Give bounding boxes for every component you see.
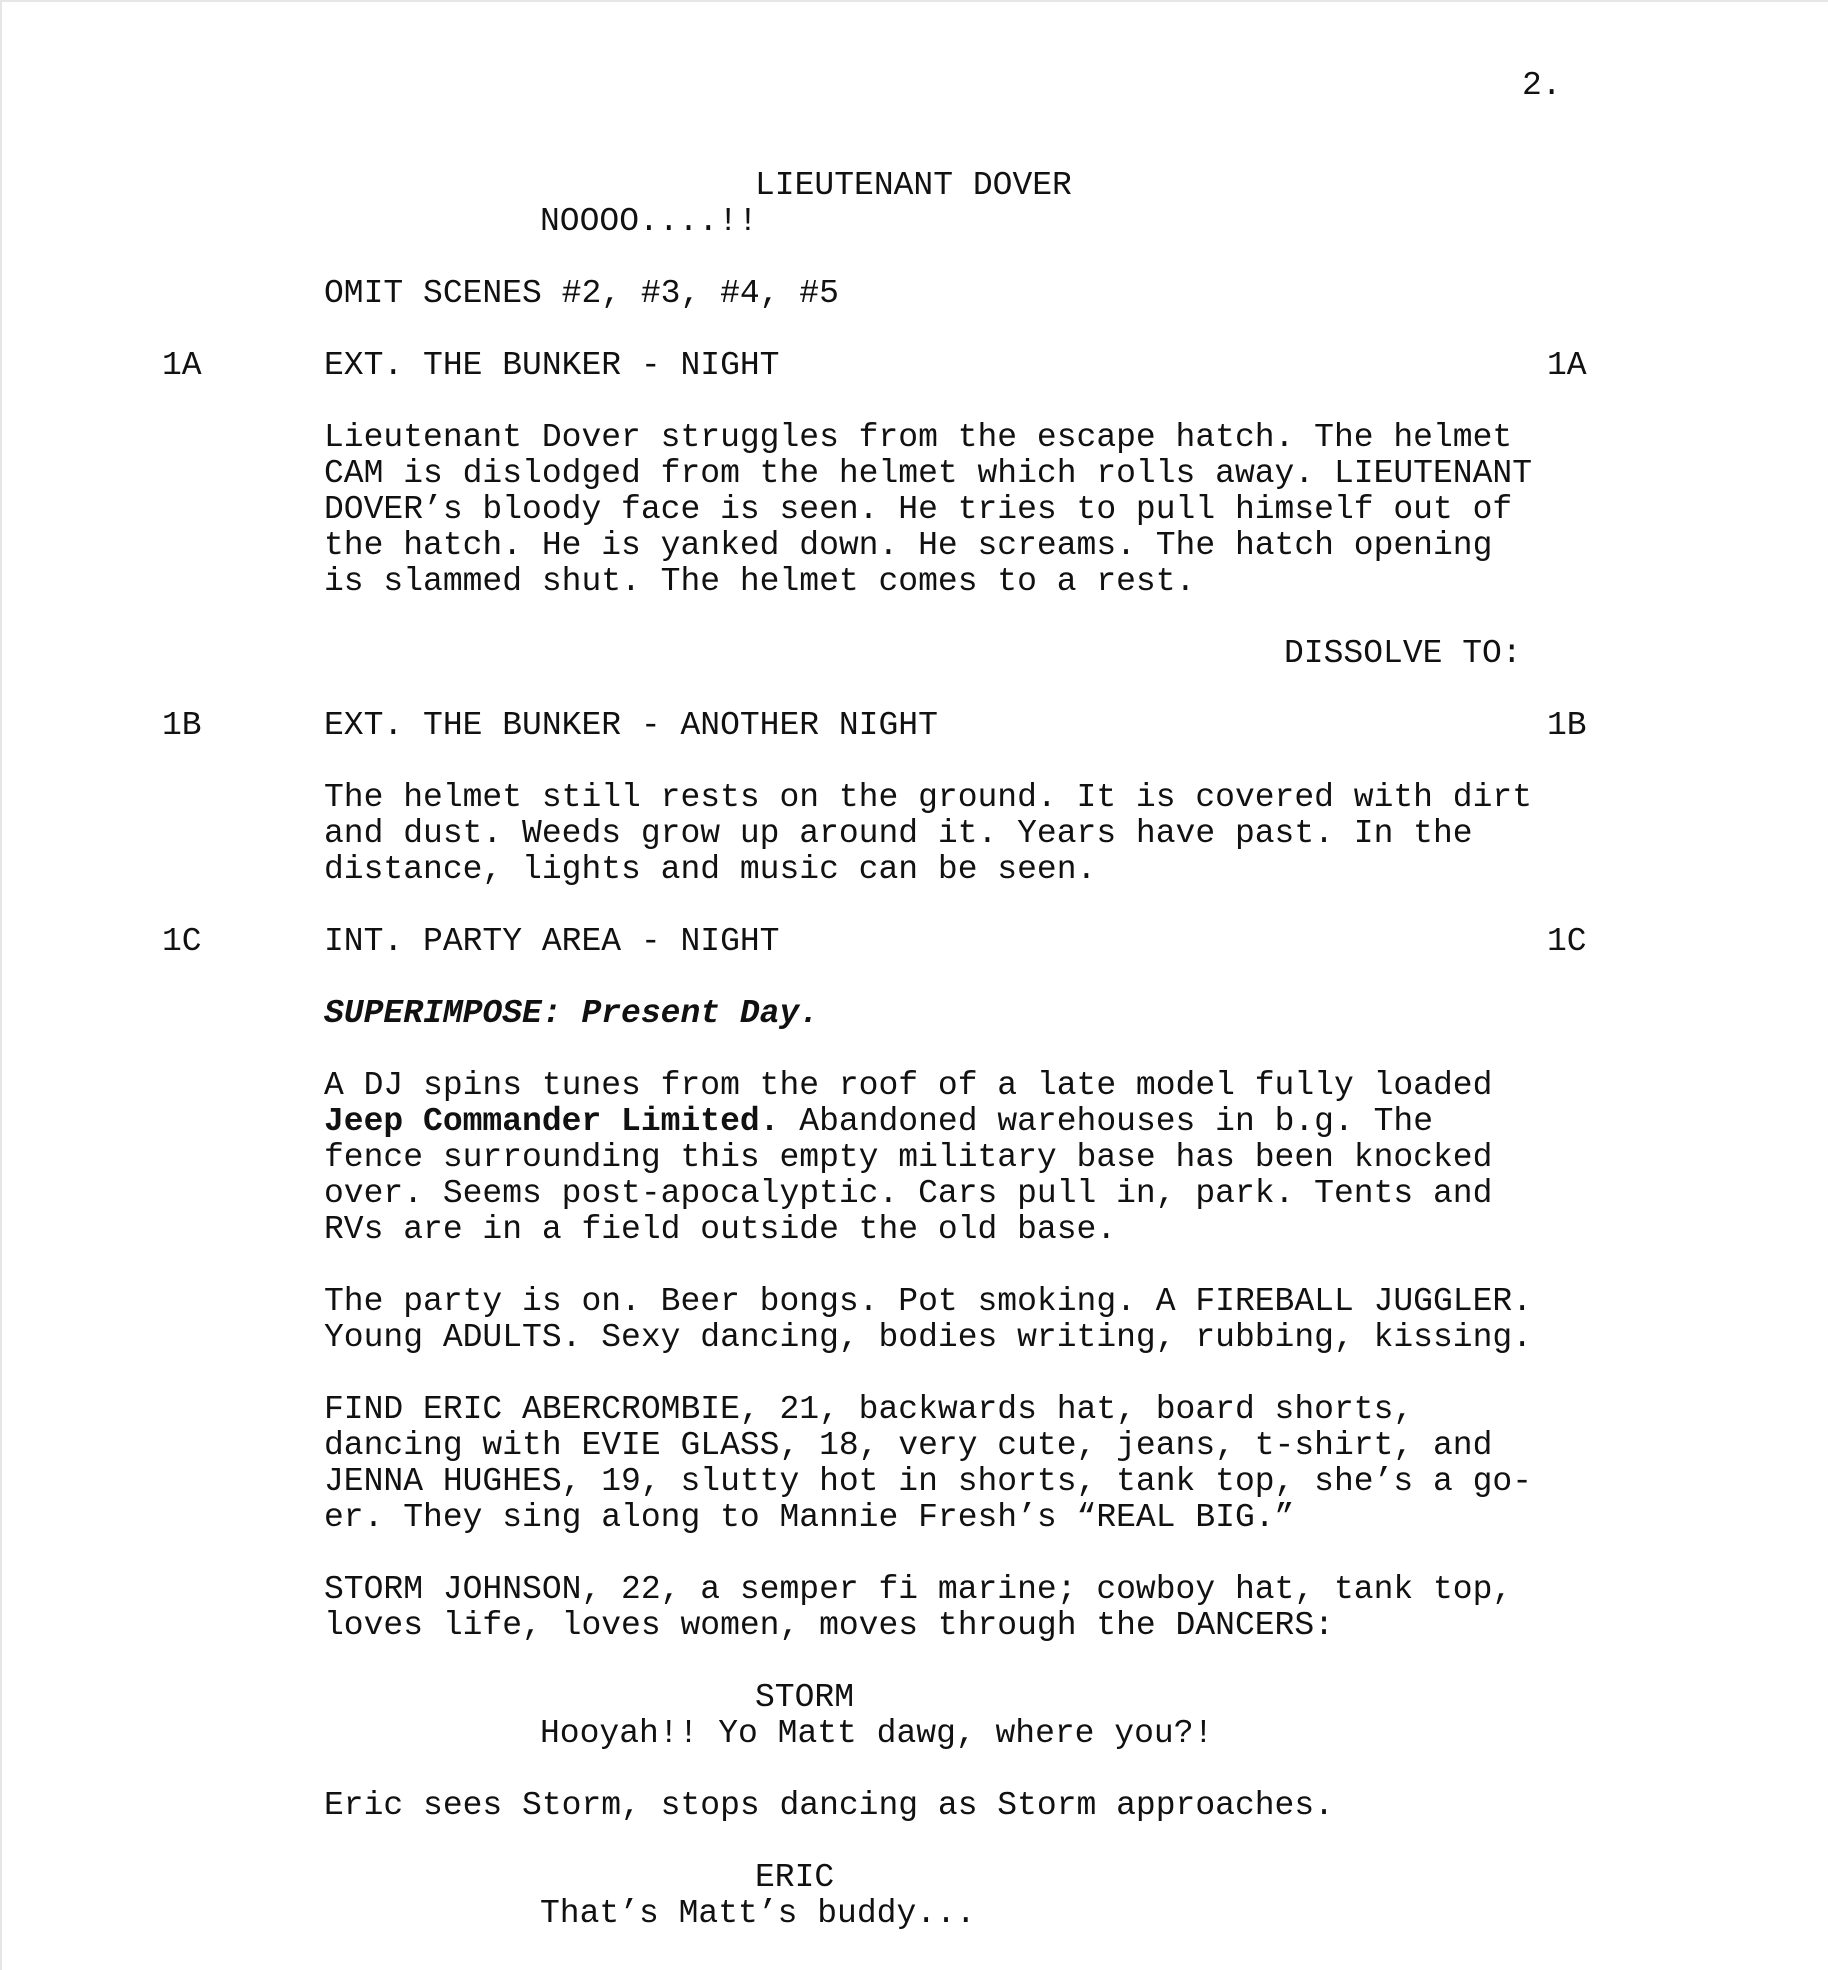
action-line: The party is on. Beer bongs. Pot smoking. A FIREBALL JUGGLER.: [324, 1283, 1532, 1320]
action-line: A DJ spins tunes from the roof of a late model fully loaded: [324, 1067, 1493, 1104]
character-name: STORM: [755, 1679, 855, 1716]
scene-number-left: 1A: [162, 347, 202, 384]
action-line: FIND ERIC ABERCROMBIE, 21, backwards hat, board shorts,: [324, 1391, 1414, 1428]
action-line: loves life, loves women, moves through the DANCERS:: [324, 1607, 1334, 1644]
action-line: DOVER’s bloody face is seen. He tries to pull himself out of: [324, 491, 1513, 528]
action-line: er. They sing along to Mannie Fresh’s “REAL BIG.”: [324, 1499, 1295, 1536]
scene-heading: EXT. THE BUNKER - NIGHT: [324, 347, 780, 384]
scene-heading: INT. PARTY AREA - NIGHT: [324, 923, 780, 960]
action-line: RVs are in a field outside the old base.: [324, 1211, 1117, 1248]
page-number: 2.: [1522, 67, 1562, 104]
action-line: Young ADULTS. Sexy dancing, bodies writing, rubbing, kissing.: [324, 1319, 1532, 1356]
transition: DISSOLVE TO:: [1284, 635, 1522, 672]
dialogue: That’s Matt’s buddy...: [540, 1895, 976, 1932]
action-line: the hatch. He is yanked down. He screams. The hatch opening: [324, 527, 1493, 564]
character-name: ERIC: [755, 1859, 835, 1896]
action-line: STORM JOHNSON, 22, a semper fi marine; cowboy hat, tank top,: [324, 1571, 1513, 1608]
scene-number-left: 1C: [162, 923, 202, 960]
omit-note: OMIT SCENES #2, #3, #4, #5: [324, 275, 839, 312]
action-line: CAM is dislodged from the helmet which rolls away. LIEUTENANT: [324, 455, 1532, 492]
superimpose-text: SUPERIMPOSE: Present Day.: [324, 995, 820, 1032]
action-line: dancing with EVIE GLASS, 18, very cute, jeans, t-shirt, and: [324, 1427, 1493, 1464]
action-line: distance, lights and music can be seen.: [324, 851, 1097, 888]
action-line: The helmet still rests on the ground. It is covered with dirt: [324, 779, 1532, 816]
scene-number-right: 1A: [1547, 347, 1587, 384]
action-line: fence surrounding this empty military base has been knocked: [324, 1139, 1493, 1176]
action-line: is slammed shut. The helmet comes to a rest.: [324, 563, 1196, 600]
action-line: JENNA HUGHES, 19, slutty hot in shorts, tank top, she’s a go-: [324, 1463, 1532, 1500]
vehicle-name: Jeep Commander Limited.: [324, 1103, 780, 1140]
action-text: Abandoned warehouses in b.g. The: [779, 1103, 1433, 1140]
character-name: LIEUTENANT DOVER: [755, 167, 1072, 204]
action-line: over. Seems post-apocalyptic. Cars pull in, park. Tents and: [324, 1175, 1493, 1212]
scene-heading: EXT. THE BUNKER - ANOTHER NIGHT: [324, 707, 938, 744]
action-line: Eric sees Storm, stops dancing as Storm approaches.: [324, 1787, 1334, 1824]
dialogue: Hooyah!! Yo Matt dawg, where you?!: [540, 1715, 1214, 1752]
action-line: [324, 1104, 1433, 1140]
scene-number-left: 1B: [162, 707, 202, 744]
scene-number-right: 1C: [1547, 923, 1587, 960]
dialogue: NOOOO....!!: [540, 203, 758, 240]
action-line: and dust. Weeds grow up around it. Years have past. In the: [324, 815, 1473, 852]
action-line: Lieutenant Dover struggles from the escape hatch. The helmet: [324, 419, 1513, 456]
scene-number-right: 1B: [1547, 707, 1587, 744]
